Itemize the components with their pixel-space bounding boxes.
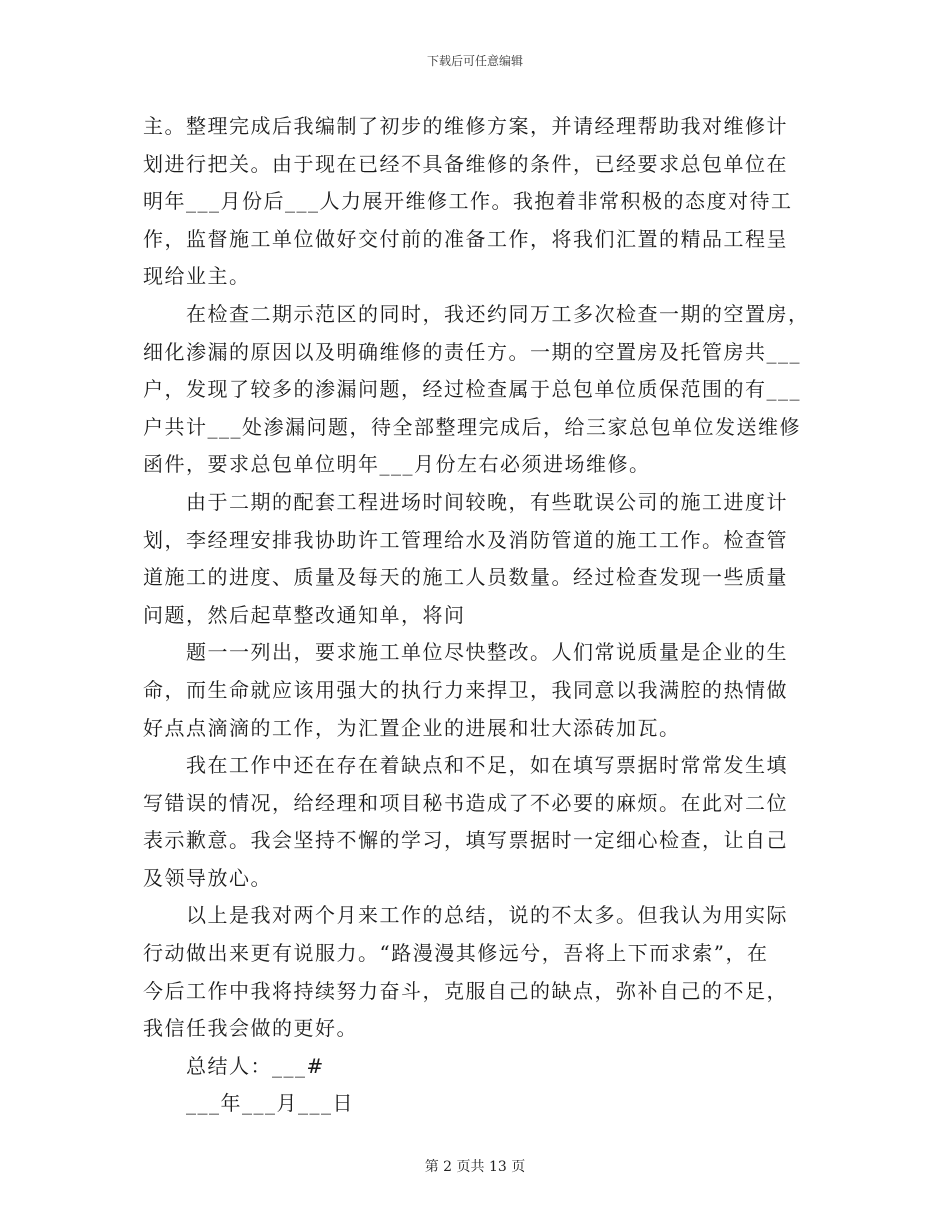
text-line: 题一一列出，要求施工单位尽快整改。人们常说质量是企业的生 [186,640,788,665]
paragraph-1 [143,108,808,296]
date-field: ___年___月___日 [186,1091,354,1116]
page-number: 第 2 页共 13 页 [424,1159,526,1175]
paragraph-6 [143,897,808,1047]
paragraph-5 [143,747,808,897]
signature-line [143,1048,808,1086]
document-body [143,108,808,1123]
paragraph-4 [143,634,808,747]
text-line: 现给业主。 [143,264,251,289]
text-line: 户共计___处渗漏问题，待全部整理完成后，给三家总包单位发送维修 [143,414,801,439]
text-line: 在检查二期示范区的同时，我还约同万工多次检查一期的空置房， [186,301,810,326]
text-line: 我信任我会做的更好。 [143,1016,358,1041]
date-line [143,1085,808,1123]
text-line: 明年___月份后___人力展开维修工作。我抱着非常积极的态度对待工 [143,189,793,214]
text-line: 作，监督施工单位做好交付前的准备工作，将我们汇置的精品工程呈 [143,226,788,251]
paragraph-2 [143,296,808,484]
text-line: 今后工作中我将持续努力奋斗，克服自己的缺点，弥补自己的不足， [143,978,788,1003]
text-line: 由于二期的配套工程进场时间较晚，有些耽误公司的施工进度计 [186,489,788,514]
text-line: 及领导放心。 [143,865,272,890]
text-line: 道施工的进度、质量及每天的施工人员数量。经过检查发现一些质量 [143,565,788,590]
text-line: 户，发现了较多的渗漏问题，经过检查属于总包单位质保范围的有___ [143,377,801,402]
text-line: 写错误的情况，给经理和项目秘书造成了不必要的麻烦。在此对二位 [143,790,788,815]
page-header: 下载后可任意编辑 [426,54,523,68]
text-line: 以上是我对两个月来工作的总结，说的不太多。但我认为用实际 [186,903,788,928]
text-line: 好点点滴滴的工作，为汇置企业的进展和壮大添砖加瓦。 [143,715,681,740]
text-line: 函件，要求总包单位明年___月份左右必须进场维修。 [143,452,651,477]
text-line: 表示歉意。我会坚持不懈的学习，填写票据时一定细心检查，让自己 [143,828,788,853]
text-line: 命，而生命就应该用强大的执行力来捍卫，我同意以我满腔的热情做 [143,677,788,702]
text-line: 划进行把关。由于现在已经不具备维修的条件，已经要求总包单位在 [143,151,788,176]
text-line: 主。整理完成后我编制了初步的维修方案，并请经理帮助我对维修计 [143,114,788,138]
text-line: 行动做出来更有说服力。“路漫漫其修远兮，吾将上下而求索”，在 [143,941,769,966]
text-line: 细化渗漏的原因以及明确维修的责任方。一期的空置房及托管房共___ [143,339,801,364]
text-line: 划，李经理安排我协助许工管理给水及消防管道的施工工作。检查管 [143,527,788,552]
signer-field: 总结人：___# [186,1053,325,1078]
paragraph-3 [143,484,808,634]
text-line: 问题，然后起草整改通知单，将问 [143,602,466,627]
text-line: 我在工作中还在存在着缺点和不足，如在填写票据时常常发生填 [186,753,788,778]
